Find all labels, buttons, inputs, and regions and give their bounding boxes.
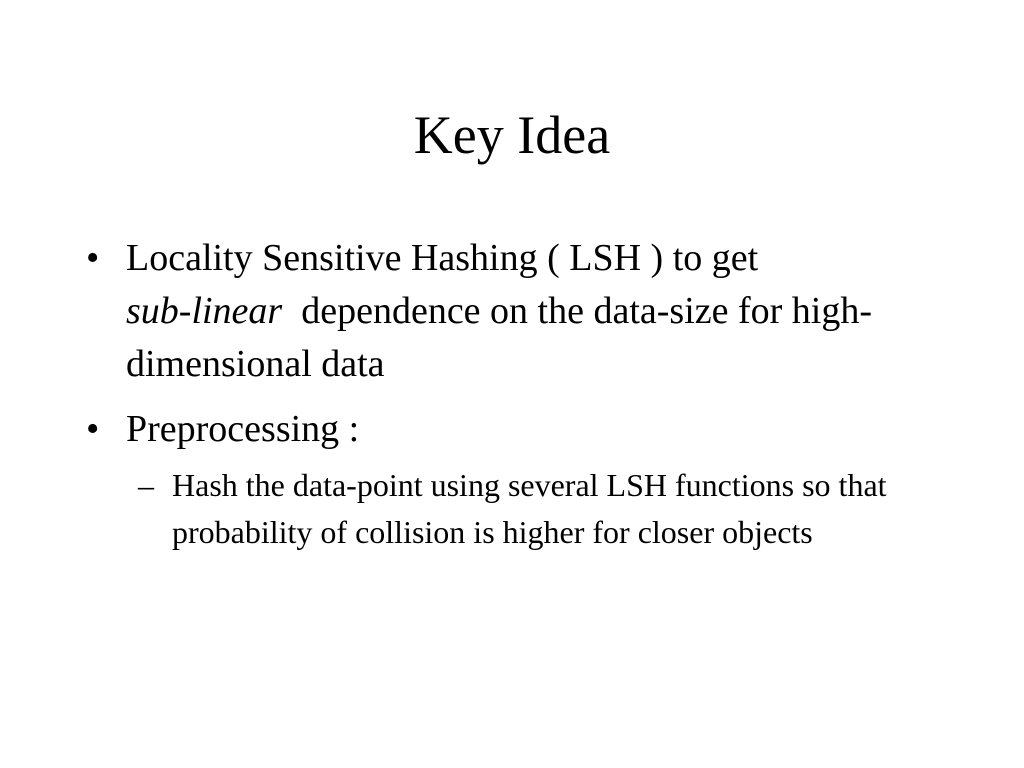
bullet-item-lsh (0, 232, 926, 391)
sub-bullet-text-hash: Hash the data-point using several LSH functions so that probability of collision is higher for closer objects (172, 467, 887, 550)
bullet-text-lsh-italic: sub-linear (126, 290, 283, 332)
bullet-text-preprocessing: Preprocessing : (126, 408, 360, 450)
bullet-marker: • (86, 237, 100, 279)
slide-title: Key Idea (413, 105, 611, 165)
sub-bullet-marker: – (138, 467, 154, 503)
sub-bullet-item-hash (0, 462, 892, 556)
bullet-marker: • (86, 408, 100, 450)
bullet-list (0, 232, 1024, 568)
bullet-item-preprocessing (0, 403, 926, 556)
bullet-text-lsh-after: dependence on the data-size for high-dimensional data (126, 290, 873, 385)
bullet-text-lsh-before: Locality Sensitive Hashing ( LSH ) to get (126, 237, 759, 279)
